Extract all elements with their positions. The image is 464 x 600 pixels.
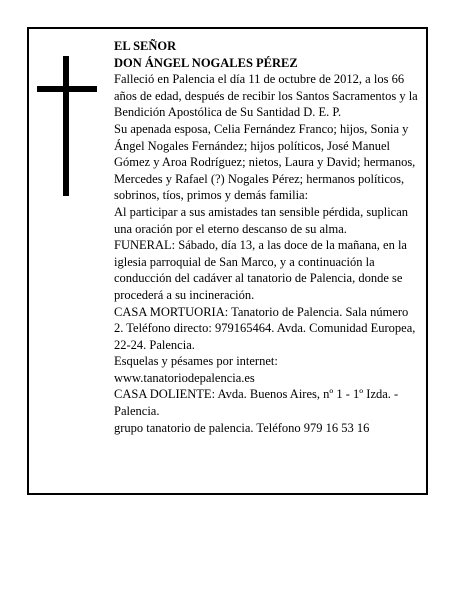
death-notice-paragraph: Falleció en Palencia el día 11 de octubre de 2012, a los 66 años de edad, después de recibir los Santos Sacramentos y la Bendición Apostólica de Su Santidad D. E. P.	[114, 72, 418, 120]
mortuary-paragraph: CASA MORTUORIA: Tanatorio de Palencia. Sala número 2. Teléfono directo: 979165464. Avda. Comunidad Europea, 22-24. Palencia.	[114, 304, 416, 352]
heading-title: EL SEÑOR	[114, 39, 177, 53]
deceased-name: DON ÁNGEL NOGALES PÉREZ	[114, 55, 298, 70]
cross-horizontal-bar	[37, 86, 97, 92]
prayer-request-paragraph: Al participar a sus amistades tan sensible pérdida, suplican una oración por el eterno descanso de su alma.	[114, 204, 409, 236]
internet-paragraph: Esquelas y pésames por internet: www.tanatoriodepalencia.es	[114, 354, 278, 385]
footer-line: grupo tanatorio de palencia. Teléfono 979 16 53 16	[114, 420, 370, 435]
obituary-text	[114, 38, 418, 436]
family-paragraph: Su apenada esposa, Celia Fernández Franco; hijos, Sonia y Ángel Nogales Fernández; hijos políticos, José Manuel Gómez y Aroa Rodríguez; nietos, Laura y David; hermanos, Mercedes y Rafael (?) Nogales Pérez; hermanos políticos, sobrinos, tíos, primos y demás familia:	[114, 121, 416, 203]
funeral-paragraph: FUNERAL: Sábado, día 13, a las doce de la mañana, en la iglesia parroquial de San Marco, y a continuación la conducción del cadáver al tanatorio de Palencia, donde se procederá a su incineración.	[114, 238, 407, 302]
cross-icon	[37, 56, 97, 196]
cross-vertical-bar	[63, 56, 69, 196]
mourning-house-paragraph: CASA DOLIENTE: Avda. Buenos Aires, nº 1 - 1º Izda. - Palencia.	[114, 387, 399, 419]
